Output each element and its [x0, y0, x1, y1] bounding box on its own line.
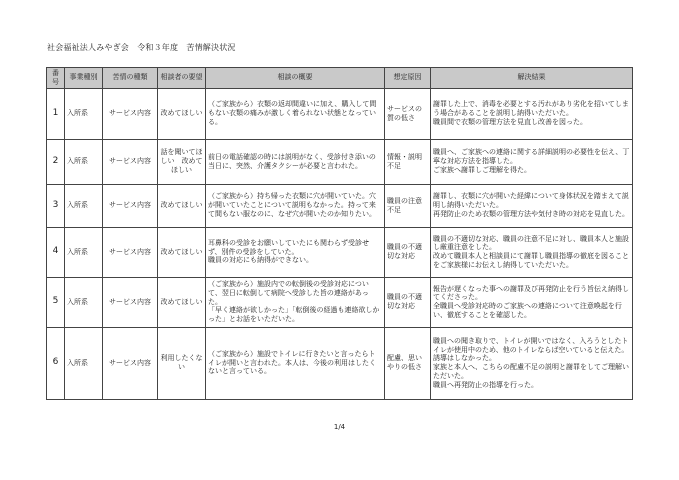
table-row: [47, 277, 633, 327]
table-row: [47, 88, 633, 139]
row-request: 改めてほしい: [158, 88, 206, 139]
row-business-type: 入所系: [65, 227, 103, 277]
header-complaint-type: 苦情の種類: [103, 68, 158, 89]
row-number: 5: [47, 277, 65, 327]
row-number: 1: [47, 88, 65, 139]
row-complaint-type: サービス内容: [103, 327, 158, 399]
table-row: [47, 327, 633, 399]
header-cause: 想定原因: [385, 68, 431, 89]
header-summary: 相談の概要: [206, 68, 385, 89]
table-header-row: [47, 68, 633, 89]
table-row: [47, 184, 633, 227]
row-resolution: 職員への聞き取りで、トイレが開いではなく、入ろうとしたトイレが使用中のため、他のトイレならば空いていると伝えた。誘導はしなかった。 家族と本人へ、こちらの配慮不足の説明と謝罪をしてご理解いただいた。 職員へ再発防止の指導を行った。: [431, 327, 633, 399]
row-number: 4: [47, 227, 65, 277]
row-complaint-type: サービス内容: [103, 277, 158, 327]
row-cause: 職員の注意不足: [385, 184, 431, 227]
row-number: 2: [47, 139, 65, 184]
row-business-type: 入所系: [65, 184, 103, 227]
row-request: 話を聞いてほしい 改めてほしい: [158, 139, 206, 184]
row-summary: （ご家族から）施設内での転倒後の受診対応について、翌日に転倒して病院へ受診した旨の連絡があった。 「早く連絡が欲しかった」「転倒後の経過も連絡欲しかった」とお話をいただいた。: [206, 277, 385, 327]
row-cause: 情報・説明不足: [385, 139, 431, 184]
row-summary: （ご家族から）持ち帰った衣類に穴が開いていた。穴が開いていたことについて説明もなかった。持って来て間もない服なのに、なぜ穴が開いたのか知りたい。: [206, 184, 385, 227]
document-title: 社会福祉法人みやぎ会 令和３年度 苦情解決状況: [47, 43, 236, 52]
row-request: 改めてほしい: [158, 277, 206, 327]
row-summary: （ご家族から）衣類の返却間違いに加え、購入して間もない衣類の痛みが激しく着られない状態となっている。: [206, 88, 385, 139]
row-resolution: 職員の不適切な対応、職員の注意不足に対し、職員本人と施設し厳重注意をした。 改めて職員本人と相談員にて謝罪し職員指導の徹底を図ることをご家族様にお伝えし納得していただいた。: [431, 227, 633, 277]
page-number: 1/4: [333, 423, 346, 431]
row-resolution: 謝罪し、衣類に穴が開いた経緯について身体状況を踏まえて説明し納得いただいた。 再発防止のため衣類の管理方法や気付き時の対応を見直した。: [431, 184, 633, 227]
header-resolution: 解決結果: [431, 68, 633, 89]
row-number: 6: [47, 327, 65, 399]
row-complaint-type: サービス内容: [103, 227, 158, 277]
row-complaint-type: サービス内容: [103, 139, 158, 184]
header-number: 番号: [47, 68, 65, 89]
row-summary: 耳鼻科の受診をお願いしていたにも関わらず受診せず、別件の受診をしていた。 職員の対応にも納得ができない。: [206, 227, 385, 277]
row-request: 利用したくない: [158, 327, 206, 399]
row-business-type: 入所系: [65, 277, 103, 327]
header-business-type: 事業種別: [65, 68, 103, 89]
row-summary: （ご家族から）施設でトイレに行きたいと言ったらトイレが開いと言われた。本人は、今後の利用はしたくないと言っている。: [206, 327, 385, 399]
header-request: 相談者の要望: [158, 68, 206, 89]
row-business-type: 入所系: [65, 88, 103, 139]
table-row: [47, 227, 633, 277]
row-resolution: 謝罪した上で、消毒を必要とする汚れがあり劣化を招いてしまう場合があることを説明し納得いただいた。 職員間で衣類の管理方法を見直し改善を図った。: [431, 88, 633, 139]
row-cause: 職員の不適切な対応: [385, 227, 431, 277]
row-request: 改めてほしい: [158, 227, 206, 277]
row-business-type: 入所系: [65, 139, 103, 184]
table-row: [47, 139, 633, 184]
row-complaint-type: サービス内容: [103, 88, 158, 139]
row-request: 改めてほしい: [158, 184, 206, 227]
row-cause: 職員の不適切な対応: [385, 277, 431, 327]
complaint-table: [46, 67, 633, 400]
row-complaint-type: サービス内容: [103, 184, 158, 227]
row-business-type: 入所系: [65, 327, 103, 399]
row-resolution: 職員へ、ご家族への連絡に関する詳細説明の必要性を伝え、丁寧な対応方法を指導した。 ご家族へ謝罪しご理解を得た。: [431, 139, 633, 184]
row-summary: 前日の電話確認の時には説明がなく、受診付き添いの当日に、突然、介護タクシーが必要と言われた。: [206, 139, 385, 184]
row-number: 3: [47, 184, 65, 227]
row-resolution: 報告が遅くなった事への謝罪及び再発防止を行う旨伝え納得してくださった。 全職員へ受診対応時のご家族への連絡について注意喚起を行い、徹底することを確認した。: [431, 277, 633, 327]
row-cause: 配慮、思いやりの低さ: [385, 327, 431, 399]
row-cause: サービスの質の低さ: [385, 88, 431, 139]
